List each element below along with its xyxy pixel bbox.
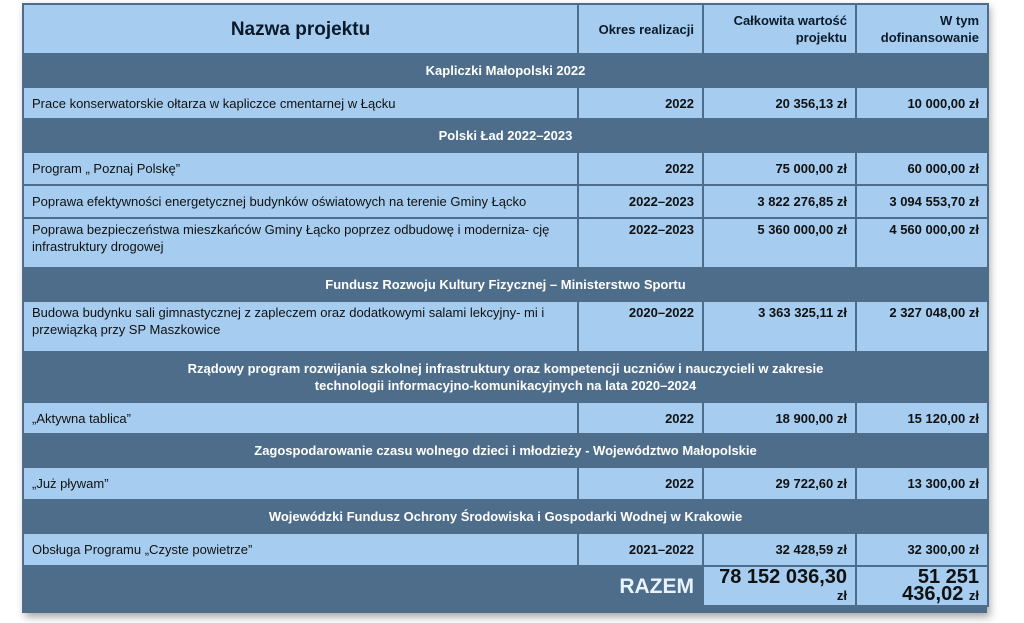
project-cofinancing: 32 300,00 zł — [856, 533, 988, 566]
project-total: 5 360 000,00 zł — [703, 218, 856, 268]
project-cofinancing: 15 120,00 zł — [856, 402, 988, 434]
project-name: Poprawa efektywności energetycznej budynków oświatowych na terenie Gminy Łącko — [23, 185, 578, 218]
total-row — [23, 566, 988, 606]
project-period: 2022 — [578, 402, 703, 434]
table-row — [23, 185, 988, 218]
project-period: 2022–2023 — [578, 218, 703, 268]
project-total: 18 900,00 zł — [703, 402, 856, 434]
section-title: Kapliczki Małopolski 2022 — [23, 54, 988, 87]
project-period: 2020–2022 — [578, 301, 703, 352]
projects-table — [22, 3, 989, 607]
header-total-value: Całkowita wartość projektu — [703, 4, 856, 54]
total-value-currency: zł — [836, 587, 847, 603]
project-name: Budowa budynku sali gimnastycznej z zapleczem oraz dodatkowymi salami lekcyjny- mi i przewiązką przy SP Maszkowice — [23, 301, 578, 352]
table-row — [23, 218, 988, 268]
project-cofinancing: 13 300,00 zł — [856, 467, 988, 500]
project-total: 32 428,59 zł — [703, 533, 856, 566]
total-cofinancing-amount: 51 251 436,02 — [902, 565, 979, 605]
header-period: Okres realizacji — [578, 4, 703, 54]
project-period: 2022 — [578, 87, 703, 119]
section-row — [23, 500, 988, 533]
table-row — [23, 152, 988, 185]
project-name: Obsługa Programu „Czyste powietrze” — [23, 533, 578, 566]
section-row — [23, 268, 988, 301]
section-title: Rządowy program rozwijania szkolnej infrastruktury oraz kompetencji uczniów i nauczycieli w zakresie technologii informacyjno-komunikacyjnych na lata 2020–2024 — [23, 352, 988, 402]
header-cofinancing: W tym dofinansowanie — [856, 4, 988, 54]
table-row — [23, 87, 988, 119]
project-name: „Aktywna tablica” — [23, 402, 578, 434]
project-period: 2022 — [578, 467, 703, 500]
project-name: Program „ Poznaj Polskę” — [23, 152, 578, 185]
total-cofinancing — [856, 566, 988, 606]
table-row — [23, 533, 988, 566]
section-row — [23, 434, 988, 467]
table-row — [23, 402, 988, 434]
projects-table-frame — [22, 3, 987, 613]
section-title: Wojewódzki Fundusz Ochrony Środowiska i Gospodarki Wodnej w Krakowie — [23, 500, 988, 533]
table-row — [23, 301, 988, 352]
project-cofinancing: 3 094 553,70 zł — [856, 185, 988, 218]
project-cofinancing: 4 560 000,00 zł — [856, 218, 988, 268]
project-total: 29 722,60 zł — [703, 467, 856, 500]
table-header-row — [23, 4, 988, 54]
section-row — [23, 119, 988, 152]
total-cofinancing-currency: zł — [968, 587, 979, 603]
project-total: 3 822 276,85 zł — [703, 185, 856, 218]
section-row — [23, 352, 988, 402]
project-name: Poprawa bezpieczeństwa mieszkańców Gminy Łącko poprzez odbudowę i moderniza- cję infrastruktury drogowej — [23, 218, 578, 268]
header-project-name: Nazwa projektu — [23, 4, 578, 54]
total-label: RAZEM — [23, 566, 703, 606]
project-period: 2021–2022 — [578, 533, 703, 566]
section-title: Fundusz Rozwoju Kultury Fizycznej – Ministerstwo Sportu — [23, 268, 988, 301]
project-name: „Już pływam” — [23, 467, 578, 500]
project-cofinancing: 10 000,00 zł — [856, 87, 988, 119]
section-title: Zagospodarowanie czasu wolnego dzieci i młodzieży - Województwo Małopolskie — [23, 434, 988, 467]
project-period: 2022 — [578, 152, 703, 185]
project-total: 3 363 325,11 zł — [703, 301, 856, 352]
project-cofinancing: 2 327 048,00 zł — [856, 301, 988, 352]
total-value-amount: 78 152 036,30 — [719, 565, 847, 588]
section-title: Polski Ład 2022–2023 — [23, 119, 988, 152]
section-row — [23, 54, 988, 87]
project-name: Prace konserwatorskie ołtarza w kapliczce cmentarnej w Łącku — [23, 87, 578, 119]
project-total: 20 356,13 zł — [703, 87, 856, 119]
project-total: 75 000,00 zł — [703, 152, 856, 185]
table-row — [23, 467, 988, 500]
total-value — [703, 566, 856, 606]
project-period: 2022–2023 — [578, 185, 703, 218]
project-cofinancing: 60 000,00 zł — [856, 152, 988, 185]
